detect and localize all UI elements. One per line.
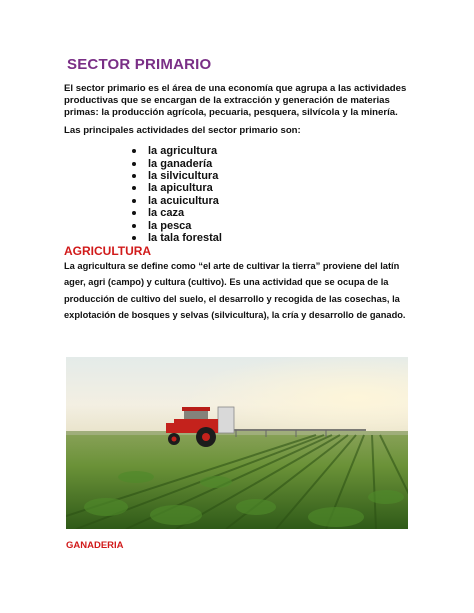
list-item: la apicultura [132,182,222,194]
farm-tractor-photo [66,357,408,529]
intro-paragraph: El sector primario es el área de una economía que agrupa a las actividades productivas que se encargan de la extracción y generación de materias primas: la producción agrícola, pecuaria, pesquera, silvícola y la minería. [64,83,407,118]
agricultura-heading: AGRICULTURA [64,244,152,258]
page-title: SECTOR PRIMARIO [67,56,212,73]
ganaderia-heading: GANADERIA [66,540,124,551]
bullet-icon [132,162,136,166]
list-item: la pesca [132,219,222,231]
list-item: la agricultura [132,145,222,157]
list-item: la acuicultura [132,195,222,207]
bullet-icon [132,211,136,215]
bullet-icon [132,224,136,228]
bullet-icon [132,186,136,190]
bullet-icon [132,149,136,153]
list-item: la silvicultura [132,170,222,182]
agricultura-paragraph: La agricultura se define como “el arte de cultivar la tierra” proviene del latín ager, agri (campo) y cultura (cultivo). Es una actividad que se ocupa de la producción de cultivo del suelo, el desarrollo y recogida de las cosechas, la explotación de bosques y selvas (silvicultura), la cría y desarrollo de ganado. [64,261,406,321]
activities-lead: Las principales actividades del sector primario son: [64,125,301,136]
bullet-icon [132,174,136,178]
list-item: la ganadería [132,157,222,169]
activities-list [132,145,222,244]
list-item: la caza [132,207,222,219]
bullet-icon [132,199,136,203]
list-item: la tala forestal [132,232,222,244]
bullet-icon [132,236,136,240]
